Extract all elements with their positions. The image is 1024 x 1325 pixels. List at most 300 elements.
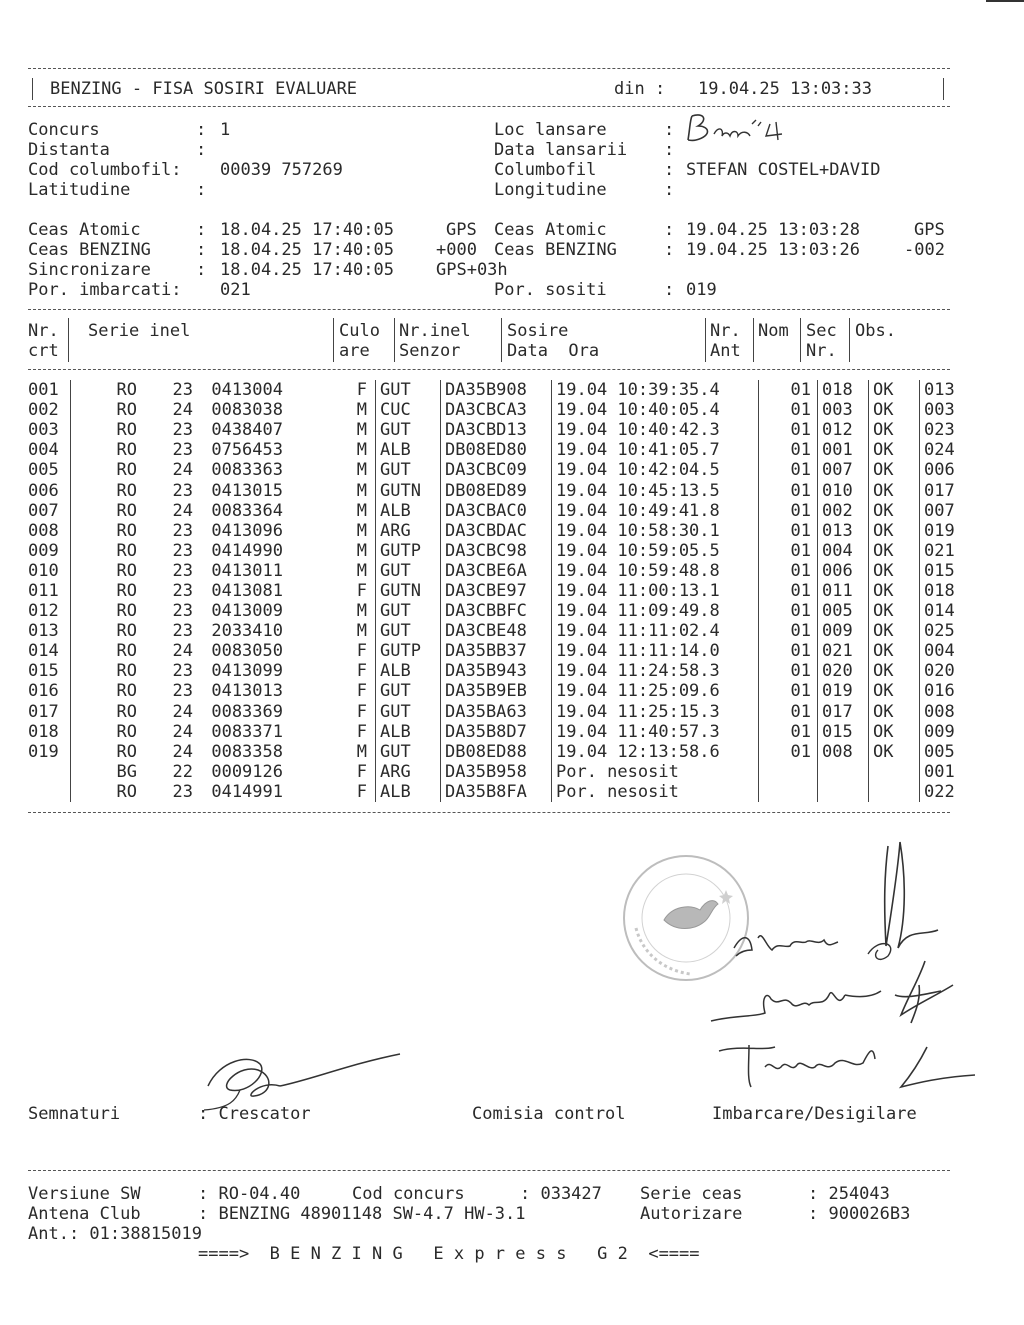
cell-inel: 0083369 [211,701,283,722]
loc-lansare-label: Loc lansare [494,120,607,140]
cell-nom: 007 [818,460,869,480]
table-row [28,702,984,722]
imbarcare-label: Imbarcare/Desigilare [712,1104,917,1124]
colon: : [664,160,675,180]
cell-an: 23 [172,781,193,802]
antena-label: Antena Club [28,1204,141,1224]
cell-tara: BG [116,761,137,782]
colon: : [196,260,207,280]
table-row [28,561,984,581]
cell-an: 23 [172,420,193,441]
cell-tara: RO [116,540,137,561]
cell-senzor: DA3CBD13 [441,420,552,440]
cell-serie [71,762,376,782]
serie-inel [75,400,375,420]
cell-serie [71,641,376,661]
cell-tara: RO [116,520,137,541]
cell-sex: M [356,621,367,642]
cell-serie [71,420,376,440]
clock-suffix: GPS [446,220,477,240]
cell-sex: M [356,540,367,561]
cell-an: 24 [172,741,193,762]
cell-culoare: ALB [376,501,441,521]
cell-sex: M [356,480,367,501]
serie-inel [75,420,375,440]
col-nom: Nom [758,321,789,341]
cell-sec: OK [869,601,920,621]
cell-senzor: DA35B8FA [441,782,552,802]
cell-nr: 017 [28,701,59,722]
cell-sex: F [356,781,367,802]
cell-sosire: 19.04 12:13:58.6 [552,742,759,762]
cell-nr: 013 [28,621,59,642]
cell-tara: RO [116,661,137,682]
cell-obs: 004 [920,641,985,661]
cell-antena: 01 [759,561,818,581]
cell-sec: OK [869,480,920,500]
cell-senzor: DA35BB37 [441,641,552,661]
cell-sec: OK [869,420,920,440]
cell-obs: 019 [920,521,985,541]
cell-nr: 003 [28,420,59,441]
cell-obs: 014 [920,601,985,621]
cell-serie [71,440,376,460]
cell-nom: 002 [818,501,869,521]
cell-culoare: ALB [376,661,441,681]
cell-serie [71,460,376,480]
table-row [28,480,984,500]
cell-culoare: GUT [376,601,441,621]
cell-serie [71,661,376,681]
table-row [28,501,984,521]
cell-sex: F [356,641,367,662]
cell-culoare: ALB [376,722,441,742]
cell-serie [71,521,376,541]
cell-culoare: GUT [376,420,441,440]
colon: : [196,220,207,240]
cell-obs: 013 [920,380,985,400]
cell-culoare: GUT [376,460,441,480]
cell-culoare: GUTP [376,641,441,661]
cell-inel: 2033410 [211,621,283,642]
cell-an: 23 [172,440,193,461]
colon: : [664,120,675,140]
clock-suffix: GPS [914,220,945,240]
cell-obs: 024 [920,440,985,460]
cell-nom: 006 [818,561,869,581]
date-label: din : [614,79,666,99]
cod-concurs-label: Cod concurs [352,1184,465,1204]
cell-sosire: 19.04 11:09:49.8 [552,601,759,621]
cell-sosire: 19.04 11:11:02.4 [552,621,759,641]
cell-sec: OK [869,702,920,722]
cell-inel: 0413099 [211,661,283,682]
cell-sex: M [356,440,367,461]
cell-sosire: 19.04 11:24:58.3 [552,661,759,681]
cell-culoare: GUT [376,380,441,400]
cell-sex: M [356,601,367,622]
cell-obs: 006 [920,460,985,480]
table-row [28,762,984,782]
colon: : [196,120,207,140]
cell-nr: 005 [28,460,59,481]
cell-culoare: ALB [376,440,441,460]
table-row [28,661,984,681]
clock-value: 19.04.25 13:03:26 [686,240,860,260]
loc-lansare-handwritten [682,110,802,148]
report-title: BENZING - FISA SOSIRI EVALUARE [50,79,358,99]
cell-serie [71,400,376,420]
cell-sec: OK [869,460,920,480]
cell-senzor: DA35B8D7 [441,722,552,742]
cell-an: 24 [172,701,193,722]
cell-nom: 013 [818,521,869,541]
divider [28,309,950,310]
cell-antena: 01 [759,722,818,742]
cell-serie [71,541,376,561]
colon: : [664,140,675,160]
col-obs: Obs. [855,321,896,341]
col-culoare: Culo [339,321,380,341]
cell-nr: 015 [28,661,59,682]
cell-sex: M [356,400,367,421]
cod-columbofil-value: 00039 757269 [220,160,343,180]
cell-obs: 022 [920,782,985,802]
cell-inel: 0083371 [211,721,283,742]
cell-nom: 001 [818,440,869,460]
cell-sec: OK [869,440,920,460]
cell-sex: M [356,420,367,441]
cell-an: 23 [172,560,193,581]
cell-senzor: DA3CBE6A [441,561,552,581]
serie-inel [75,742,375,762]
clock-label: Por. sositi [494,280,607,300]
antena-value: : BENZING 48901148 SW-4.7 HW-3.1 [198,1204,526,1224]
cell-nom: 009 [818,621,869,641]
table-row [28,400,984,420]
cell-sex: M [356,460,367,481]
cell-an: 23 [172,520,193,541]
table-row [28,581,984,601]
cell-serie [71,702,376,722]
cell-antena: 01 [759,661,818,681]
colon: : [196,140,207,160]
cell-obs: 020 [920,661,985,681]
latitudine-label: Latitudine [28,180,131,200]
cell-antena: 01 [759,702,818,722]
cell-senzor: DA35BA63 [441,702,552,722]
versiune-label: Versiune SW [28,1184,141,1204]
cell-nom: 005 [818,601,869,621]
cell-nr [28,782,71,802]
clock-suffix: +000 [436,240,477,260]
divider [28,812,950,813]
autorizare-label: Autorizare [640,1204,743,1224]
cell-obs: 008 [920,702,985,722]
cell-serie [71,380,376,400]
cell-sex: F [356,701,367,722]
table-row [28,782,984,802]
cell-nr: 011 [28,580,59,601]
cell-tara: RO [116,580,137,601]
cell-obs: 009 [920,722,985,742]
cell-sec: OK [869,521,920,541]
cell-antena: 01 [759,501,818,521]
cell-culoare: GUT [376,561,441,581]
cell-obs: 007 [920,501,985,521]
cell-antena: 01 [759,460,818,480]
cell-an: 23 [172,621,193,642]
cell-an: 23 [172,380,193,401]
clock-value: 019 [686,280,717,300]
cell-tara: RO [116,500,137,521]
cell-senzor: DB08ED80 [441,440,552,460]
clock-value: 18.04.25 17:40:05 [220,220,394,240]
cell-sosire: 19.04 11:40:57.3 [552,722,759,742]
cell-inel: 0009126 [211,761,283,782]
clock-label: Ceas BENZING [28,240,151,260]
table-row [28,420,984,440]
serie-inel [75,621,375,641]
divider [28,106,950,107]
cell-tara: RO [116,380,137,401]
cell-sosire: Por. nesosit [552,782,759,802]
cell-tara: RO [116,741,137,762]
cell-nr: 018 [28,721,59,742]
cell-inel: 0413013 [211,681,283,702]
cell-obs: 001 [920,762,985,782]
cell-sex: F [356,721,367,742]
col-antena: Nr. [710,321,741,341]
cell-sex: F [356,380,367,401]
table-row [28,601,984,621]
serie-inel [75,460,375,480]
cell-culoare: GUTN [376,581,441,601]
cell-tara: RO [116,440,137,461]
cell-nr: 019 [28,741,59,762]
cell-inel: 0413011 [211,560,283,581]
col-serie: Serie inel [88,321,191,341]
cell-tara: RO [116,460,137,481]
cell-an: 24 [172,721,193,742]
table-row [28,521,984,541]
concurs-label: Concurs [28,120,100,140]
cell-sec: OK [869,400,920,420]
cell-obs: 005 [920,742,985,762]
cell-inel: 0413015 [211,480,283,501]
cell-nr: 010 [28,560,59,581]
cell-senzor: DA35B908 [441,380,552,400]
cell-senzor: DA3CBE48 [441,621,552,641]
serie-inel [75,561,375,581]
longitudine-label: Longitudine [494,180,607,200]
cell-an: 23 [172,601,193,622]
signatures-label: Semnaturi [28,1104,121,1124]
cell-an: 24 [172,641,193,662]
clock-value: 18.04.25 17:40:05 [220,240,394,260]
cell-antena [759,762,818,782]
cell-antena: 01 [759,420,818,440]
cell-tara: RO [116,480,137,501]
cell-sec: OK [869,621,920,641]
cell-obs: 003 [920,400,985,420]
col-sec: Sec [806,321,837,341]
divider [28,1170,950,1171]
cell-nr [28,762,71,782]
cell-culoare: GUTN [376,480,441,500]
cell-tara: RO [116,721,137,742]
cell-sosire: Por. nesosit [552,762,759,782]
columbofil-name: STEFAN COSTEL+DAVID [686,160,881,180]
table-row [28,440,984,460]
cell-obs: 025 [920,621,985,641]
cell-antena: 01 [759,541,818,561]
cell-culoare: CUC [376,400,441,420]
clock-label: Por. imbarcati: [28,280,182,300]
cell-nr: 004 [28,440,59,461]
cell-nom: 010 [818,480,869,500]
cell-sosire: 19.04 10:39:35.4 [552,380,759,400]
cell-nom [818,762,869,782]
serie-inel [75,641,375,661]
cell-culoare: GUT [376,742,441,762]
table-row [28,681,984,701]
cell-culoare: ARG [376,521,441,541]
cell-an: 23 [172,580,193,601]
cell-tara: RO [116,621,137,642]
cell-nom: 019 [818,681,869,701]
cell-nom: 017 [818,702,869,722]
clock-label: Ceas Atomic [28,220,141,240]
cell-antena: 01 [759,742,818,762]
crescator-label: : Crescator [198,1104,311,1124]
cell-nr: 007 [28,500,59,521]
clock-value: 19.04.25 13:03:28 [686,220,860,240]
cell-inel: 0414990 [211,540,283,561]
cell-sosire: 19.04 11:00:13.1 [552,581,759,601]
cell-tara: RO [116,420,137,441]
cell-serie [71,681,376,701]
cell-inel: 0083364 [211,500,283,521]
cell-sosire: 19.04 11:25:15.3 [552,702,759,722]
cell-antena: 01 [759,400,818,420]
clock-value: 18.04.25 17:40:05 [220,260,394,280]
cell-antena: 01 [759,601,818,621]
distanta-label: Distanta [28,140,110,160]
cell-senzor: DA3CBDAC [441,521,552,541]
cell-sec: OK [869,661,920,681]
cell-senzor: DA3CBC09 [441,460,552,480]
cell-serie [71,601,376,621]
cell-sec: OK [869,501,920,521]
cell-serie [71,742,376,762]
cell-serie [71,722,376,742]
cell-tara: RO [116,641,137,662]
cell-culoare: GUT [376,621,441,641]
col-culoare: are [339,341,370,361]
colon: : [196,180,207,200]
cell-nr: 001 [28,380,59,401]
cell-serie [71,621,376,641]
divider [28,369,950,370]
cell-inel: 0083363 [211,460,283,481]
serie-inel [75,481,375,501]
cell-sosire: 19.04 11:25:09.6 [552,681,759,701]
cell-tara: RO [116,681,137,702]
column-separator [333,318,334,362]
cell-obs: 018 [920,581,985,601]
cell-antena: 01 [759,581,818,601]
cell-nr: 014 [28,641,59,662]
serie-inel [75,762,375,782]
cell-culoare: GUT [376,681,441,701]
serie-inel [75,380,375,400]
cell-inel: 0083050 [211,641,283,662]
serie-inel [75,601,375,621]
cell-nom: 012 [818,420,869,440]
clock-label: Ceas BENZING [494,240,617,260]
concurs-value: 1 [220,120,231,140]
clock-suffix: GPS+03h [436,260,508,280]
col-senzor: Nr.inel [399,321,471,341]
serie-inel [75,722,375,742]
cell-antena: 01 [759,521,818,541]
col-sosire: Data Ora [507,341,600,361]
cell-sosire: 19.04 10:58:30.1 [552,521,759,541]
cell-sex: M [356,741,367,762]
cell-antena: 01 [759,440,818,460]
cell-obs: 021 [920,541,985,561]
table-row [28,460,984,480]
cell-nom: 004 [818,541,869,561]
cell-nom: 008 [818,742,869,762]
cell-sex: M [356,560,367,581]
serie-inel [75,581,375,601]
serie-inel [75,661,375,681]
cell-senzor: DA35B958 [441,762,552,782]
versiune-value: : RO-04.40 [198,1184,301,1204]
cod-concurs-value: : 033427 [520,1184,602,1204]
colon: : [196,240,207,260]
cell-nom [818,782,869,802]
column-separator [68,318,69,362]
cell-sosire: 19.04 10:40:05.4 [552,400,759,420]
column-separator [849,318,850,362]
cell-sec: OK [869,641,920,661]
col-antena: Ant [710,341,741,361]
cell-antena: 01 [759,641,818,661]
colon: : [664,280,675,300]
cell-inel: 0413096 [211,520,283,541]
cell-culoare: GUTP [376,541,441,561]
cell-sec [869,782,920,802]
cell-obs: 023 [920,420,985,440]
cell-nom: 003 [818,400,869,420]
cell-antena [759,782,818,802]
cell-senzor: DA35B9EB [441,681,552,701]
table-row [28,380,984,400]
cell-senzor: DA35B943 [441,661,552,681]
serie-ceas-label: Serie ceas [640,1184,743,1204]
cell-sec: OK [869,581,920,601]
cell-sosire: 19.04 10:49:41.8 [552,501,759,521]
cell-sex: F [356,761,367,782]
cell-serie [71,561,376,581]
clock-suffix: -002 [904,240,945,260]
cell-nr: 002 [28,400,59,421]
header-border-right [943,78,944,100]
cell-an: 24 [172,460,193,481]
